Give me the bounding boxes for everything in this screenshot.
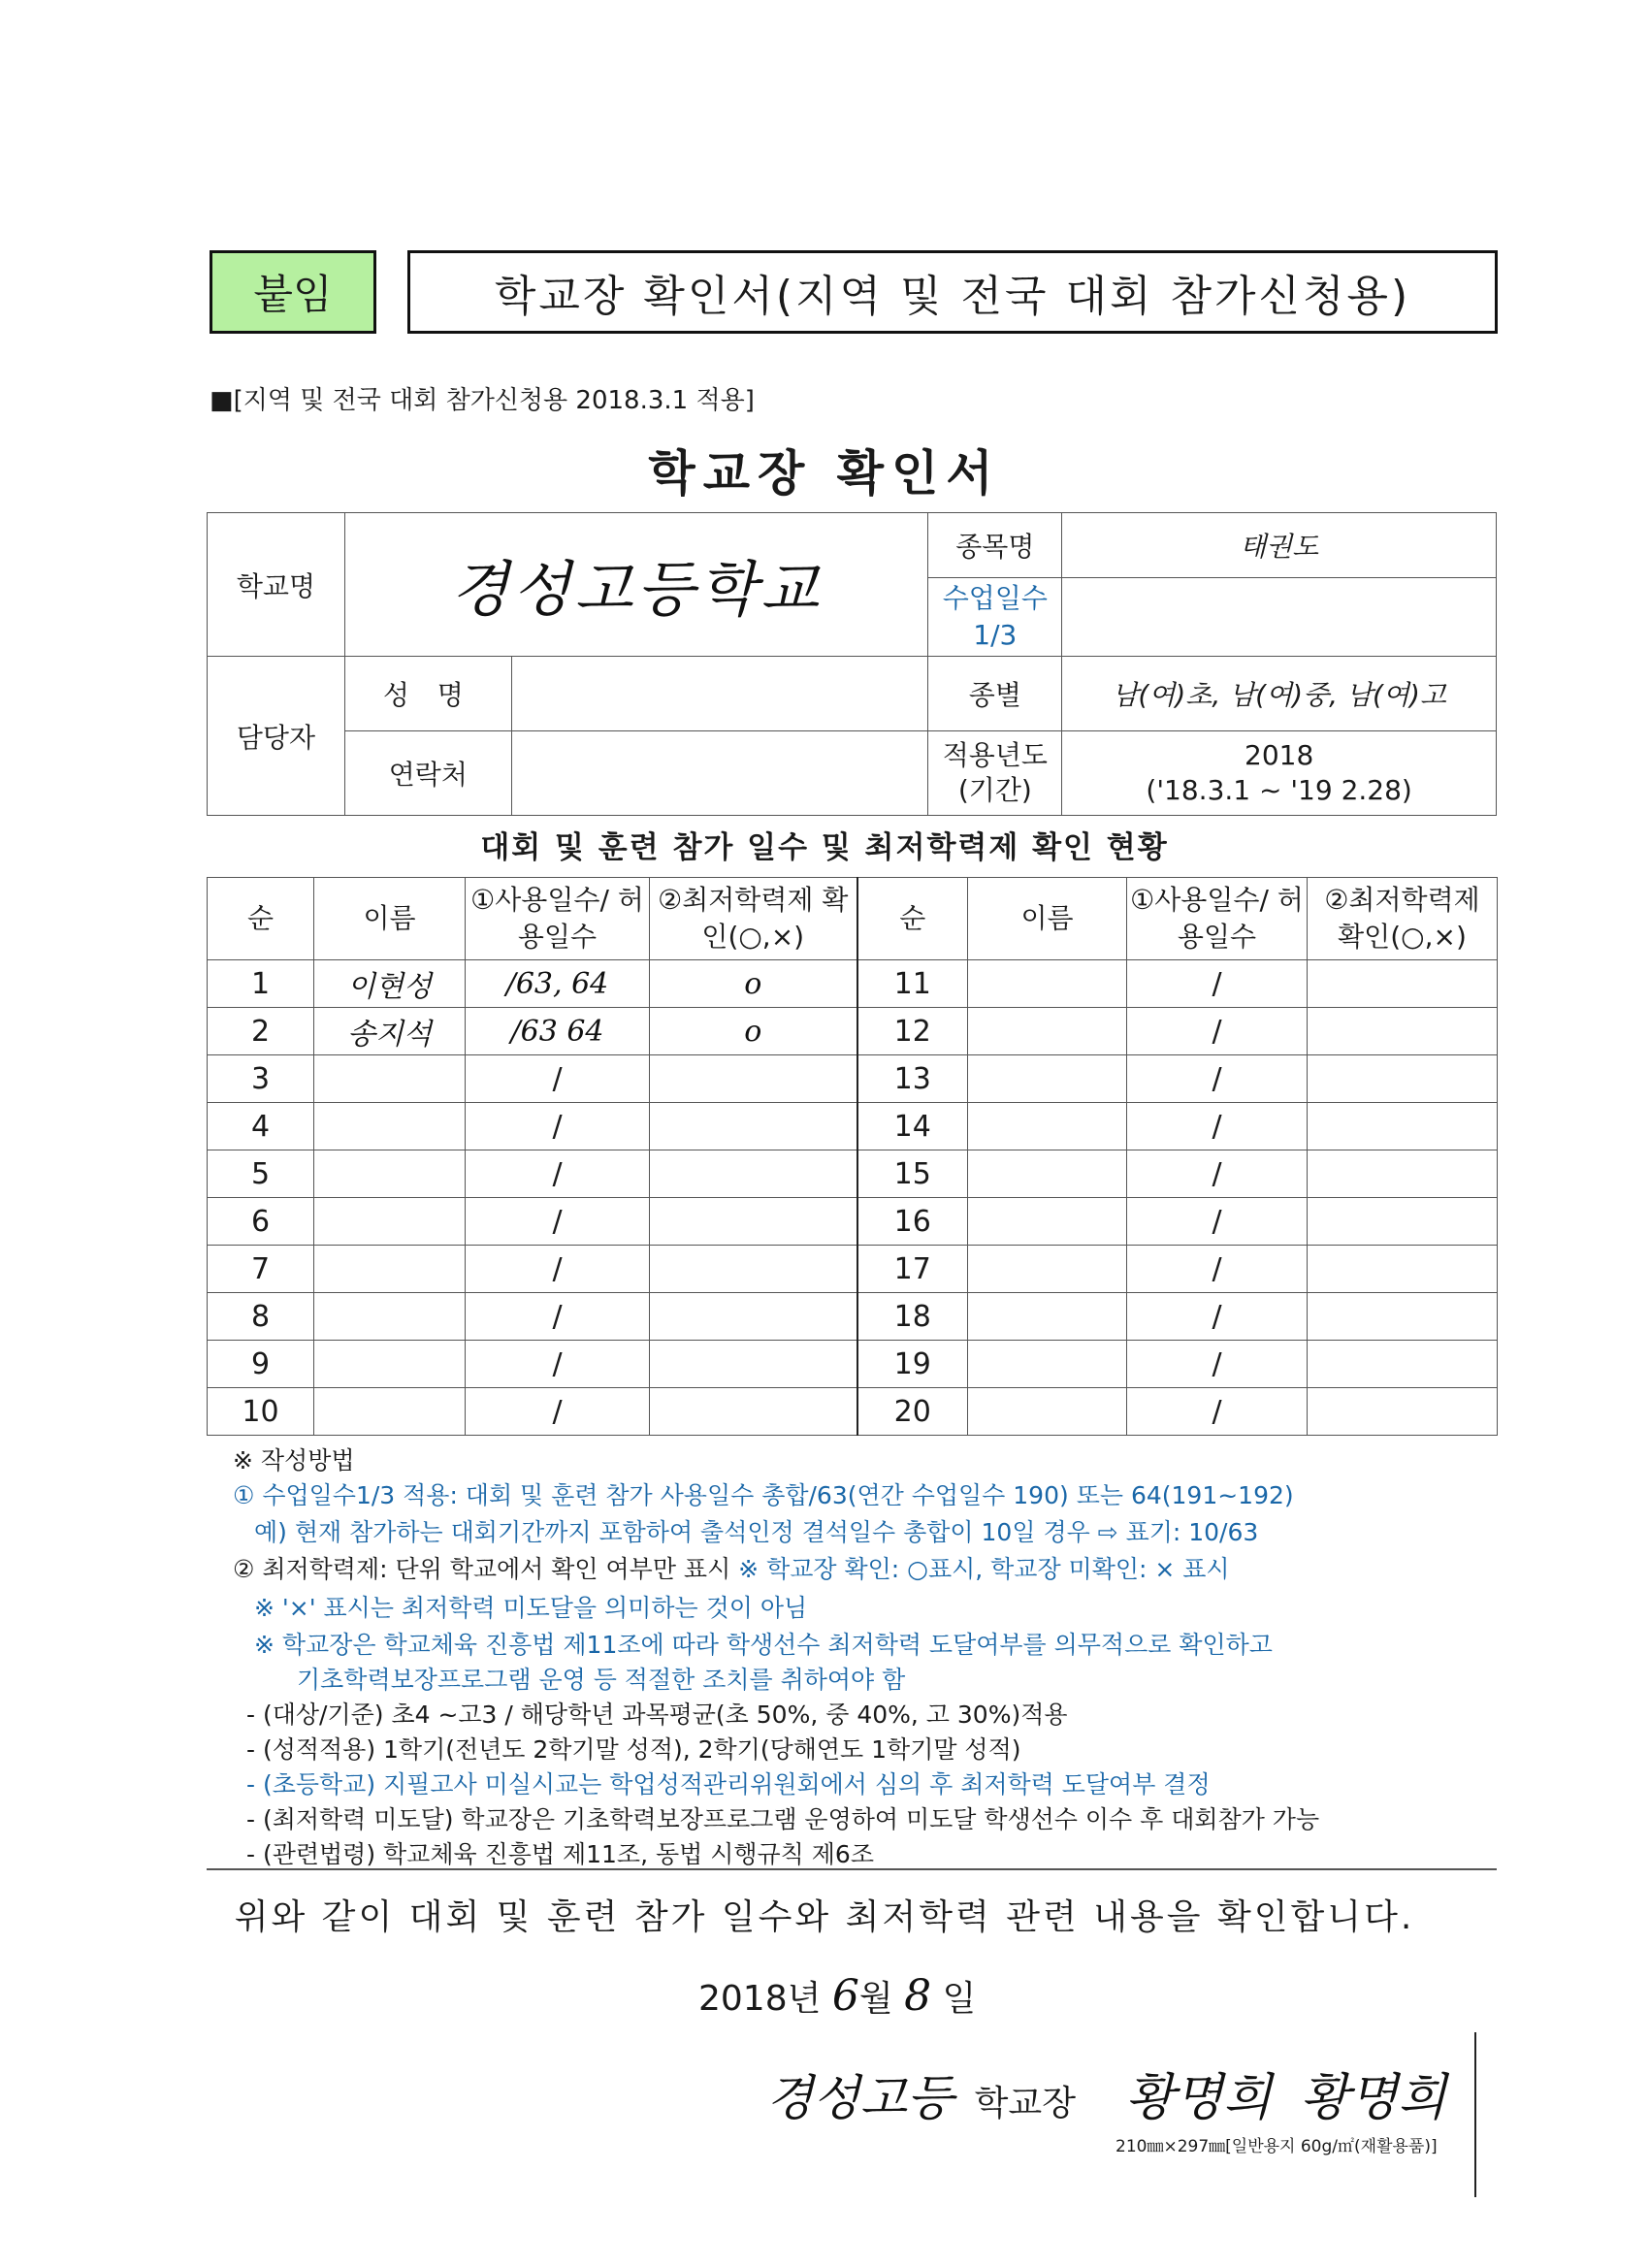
date-month: 6 [831,1971,859,2021]
row-no: 4 [208,1103,314,1150]
row-check [650,1103,857,1150]
note-2-text: ② 최저학력제: 단위 학교에서 확인 여부만 표시 [233,1555,731,1583]
note-9: - (관련법령) 학교체육 진흥법 제11조, 동법 시행규칙 제6조 [246,1840,874,1868]
main-title: 학교장 확인서 [648,445,1001,502]
records-section-title: 대회 및 훈련 참가 일수 및 최저학력제 확인 현황 [480,830,1169,865]
table-row [208,1198,1498,1246]
school-short-name: 경성고등 [766,2070,954,2126]
table-row [208,1388,1498,1436]
table-row [208,1341,1498,1388]
row-name [314,1246,466,1293]
row-check [650,1055,857,1103]
phone-value [511,731,928,816]
row-days: / [466,1103,650,1150]
table-row [208,1103,1498,1150]
principal-signature-2: 황명희 [1300,2069,1447,2127]
confirm-statement: 위와 같이 대회 및 훈련 참가 일수와 최저학력 관련 내용을 확인합니다. [234,1897,1415,1937]
row-name [968,960,1127,1008]
note-8: - (최저학력 미도달) 학교장은 기초학력보장프로그램 운영하여 미도달 학생선수 이수 후 대회참가 가능 [246,1805,1320,1833]
row-no: 12 [857,1008,968,1055]
row-check [1308,1388,1498,1436]
records-body [208,960,1498,1436]
notes-heading: ※ 작성방법 [233,1446,355,1474]
school-name-value: 경성고등학교 [344,513,927,657]
row-name [968,1055,1127,1103]
principal-signature: 황명희 [1125,2069,1273,2127]
row-days: / [466,1293,650,1341]
notes-bottom-rule [207,1868,1497,1870]
apply-note: ■[지역 및 전국 대회 참가신청용 2018.3.1 적용] [210,386,755,415]
date-line [698,1971,976,2021]
year-label-line1: 적용년도 [942,739,1048,771]
row-name [968,1008,1127,1055]
row-name [314,1150,466,1198]
principal-label: 학교장 [974,2084,1076,2123]
note-2 [233,1550,1230,1585]
row-no: 3 [208,1055,314,1103]
school-name-label: 학교명 [208,513,345,657]
row-no: 17 [857,1246,968,1293]
date-year: 2018년 [698,1979,822,2019]
class-days-label: 수업일수 1/3 [928,578,1062,657]
row-check [650,1293,857,1341]
row-no: 13 [857,1055,968,1103]
col-name-right: 이름 [968,878,1127,960]
row-name [314,1341,466,1388]
note-1b: 예) 현재 참가하는 대회기간까지 포함하여 출석인정 결석일수 총합이 10일 경우 ⇨ 표기: 10/63 [254,1518,1259,1546]
row-no: 6 [208,1198,314,1246]
row-no: 18 [857,1293,968,1341]
table-row [208,1055,1498,1103]
contact-person-label: 담당자 [208,657,345,816]
row-name [968,1293,1127,1341]
row-days: / [1127,1103,1308,1150]
row-no: 19 [857,1341,968,1388]
row-name [968,1103,1127,1150]
table-row [208,1008,1498,1055]
row-name [314,1388,466,1436]
person-name-value [511,657,928,731]
row-days: / [1127,1198,1308,1246]
note-5: - (대상/기준) 초4 ~고3 / 해당학년 과목평균(초 50%, 중 40%, 고 30%)적용 [246,1701,1068,1729]
row-check [650,1388,857,1436]
document-title-box: 학교장 확인서(지역 및 전국 대회 참가신청용) [407,250,1498,334]
year-label [928,731,1062,816]
col-days-right: ①사용일수/ 허용일수 [1127,878,1308,960]
row-days: / [1127,1293,1308,1341]
row-check [650,1198,857,1246]
row-check [1308,1055,1498,1103]
row-days: / [1127,1055,1308,1103]
row-no: 11 [857,960,968,1008]
row-check [1308,1198,1498,1246]
note-6: - (성적적용) 1학기(전년도 2학기말 성적), 2학기(당해연도 1학기말 성적) [246,1735,1021,1764]
row-check [1308,1341,1498,1388]
row-name [314,1055,466,1103]
date-month-unit: 월 [858,1979,893,2019]
class-days-value [1062,578,1497,657]
row-name [968,1150,1127,1198]
note-2-mark: ※ 학교장 확인: ○표시, 학교장 미확인: × 표시 [738,1555,1230,1583]
row-name [968,1198,1127,1246]
row-check [1308,1103,1498,1150]
row-name [968,1246,1127,1293]
table-row [208,1150,1498,1198]
row-no: 9 [208,1341,314,1388]
row-check [650,1150,857,1198]
date-day: 8 [904,1971,932,2021]
row-no: 1 [208,960,314,1008]
row-name [314,1198,466,1246]
row-check [650,1341,857,1388]
row-check [1308,960,1498,1008]
row-days: / [1127,1246,1308,1293]
row-check [1308,1293,1498,1341]
year-value [1062,731,1497,816]
row-check: o [650,1008,857,1055]
row-days: / [466,1341,650,1388]
phone-label: 연락처 [344,731,511,816]
col-no-left: 순 [208,878,314,960]
note-3: ※ '×' 표시는 최저학력 미도달을 의미하는 것이 아님 [254,1594,808,1622]
row-days: /63 64 [466,1008,650,1055]
row-no: 15 [857,1150,968,1198]
date-day-unit: 일 [942,1979,977,2019]
row-no: 2 [208,1008,314,1055]
row-no: 7 [208,1246,314,1293]
table-row [208,1293,1498,1341]
event-label: 종목명 [928,513,1062,578]
signature-divider [1474,2032,1476,2197]
note-1: ① 수업일수1/3 적용: 대회 및 훈련 참가 사용일수 총합/63(연간 수업일수 190) 또는 64(191~192) [233,1481,1294,1509]
gender-value: 남(여)초, 남(여)중, 남(여)고 [1062,657,1497,731]
row-name [968,1388,1127,1436]
year-number: 2018 [1245,739,1314,771]
row-days: / [466,1055,650,1103]
paper-spec: 210㎜×297㎜[일반용지 60g/㎡(재활용품)] [1116,2137,1438,2156]
row-no: 14 [857,1103,968,1150]
row-days: / [1127,960,1308,1008]
row-days: / [1127,1150,1308,1198]
row-days: / [1127,1008,1308,1055]
row-days: / [466,1246,650,1293]
person-name-label: 성 명 [344,657,511,731]
event-value: 태권도 [1062,513,1497,578]
attachment-label: 붙임 [210,250,376,334]
row-days: / [1127,1341,1308,1388]
row-days: / [466,1388,650,1436]
note-4b: 기초학력보장프로그램 운영 등 적절한 조치를 취하여야 함 [297,1666,906,1694]
row-check [1308,1008,1498,1055]
row-check [650,1246,857,1293]
col-days-left: ①사용일수/ 허용일수 [466,878,650,960]
year-period: ('18.3.1 ~ '19 2.28) [1146,774,1412,806]
year-label-line2: (기간) [957,774,1032,806]
row-name [314,1293,466,1341]
row-days: /63, 64 [466,960,650,1008]
row-days: / [466,1150,650,1198]
row-no: 20 [857,1388,968,1436]
table-row [208,1246,1498,1293]
row-days: / [466,1198,650,1246]
signature-line [766,2057,1446,2129]
col-check-left: ②최저학력제 확인(○,×) [650,878,857,960]
row-days: / [1127,1388,1308,1436]
row-name: 이현성 [314,960,466,1008]
row-check: o [650,960,857,1008]
row-check [1308,1150,1498,1198]
row-check [1308,1246,1498,1293]
col-check-right: ②최저학력제 확인(○,×) [1308,878,1498,960]
col-no-right: 순 [857,878,968,960]
row-no: 16 [857,1198,968,1246]
gender-label: 종별 [928,657,1062,731]
row-no: 10 [208,1388,314,1436]
row-no: 5 [208,1150,314,1198]
row-no: 8 [208,1293,314,1341]
col-name-left: 이름 [314,878,466,960]
records-table [207,877,1498,1436]
row-name [968,1341,1127,1388]
row-name: 송지석 [314,1008,466,1055]
table-row [208,960,1498,1008]
note-4: ※ 학교장은 학교체육 진흥법 제11조에 따라 학생선수 최저학력 도달여부를 의무적으로 확인하고 [254,1631,1273,1659]
row-name [314,1103,466,1150]
info-table [207,512,1497,816]
note-7: - (초등학교) 지필고사 미실시교는 학업성적관리위원회에서 심의 후 최저학력 도달여부 결정 [246,1770,1211,1798]
